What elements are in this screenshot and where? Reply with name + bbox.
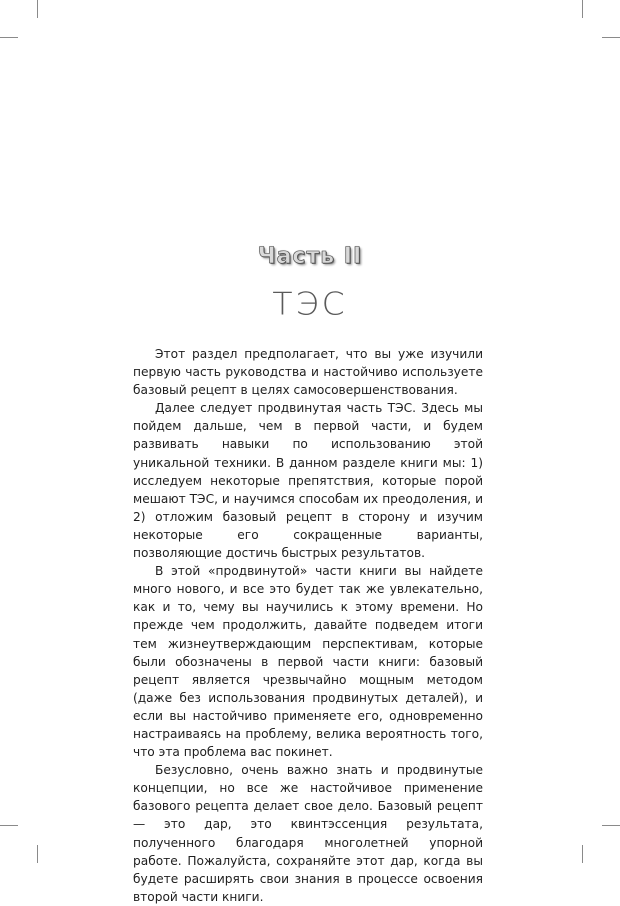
crop-mark-bottom-right [582, 845, 583, 863]
crop-mark-right-bottom [602, 825, 620, 826]
part-label: Часть II [257, 244, 363, 269]
crop-mark-top-left [37, 0, 38, 18]
crop-mark-left-top [0, 37, 18, 38]
crop-mark-left-bottom [0, 825, 18, 826]
crop-mark-top-right [582, 0, 583, 18]
body-text [133, 345, 483, 906]
chapter-title: ТЭС [272, 284, 348, 323]
paragraph: В этой «продвинутой» части книги вы найдете много нового, и все это будет так же увлекательно, как и то, чему вы научились к этому времени. Но прежде чем продолжить, давайте подведем итоги тем жизнеутверждающим перспективам, которые были обозначены в первой части книги: базовый рецепт является чрезвычайно мощным методом (даже без использования продвинутых деталей), и если вы настойчиво применяете его, одновременно настраиваясь на проблему, велика вероятность того, что эта проблема вас покинет. [133, 564, 483, 760]
crop-mark-right-top [602, 37, 620, 38]
crop-mark-bottom-left [37, 845, 38, 863]
paragraph: Этот раздел предполагает, что вы уже изучили первую часть руководства и настойчиво используете базовый рецепт в целях самосовершенствования. [133, 347, 483, 398]
paragraph: Безусловно, очень важно знать и продвинутые концепции, но все же настойчивое применение базового рецепта делает свое дело. Базовый рецепт — это дар, это квинтэссенция результата, полученного благодаря многолетней упорной работе. Пожалуйста, сохраняйте этот дар, когда вы будете расширять свои знания в процессе освоения второй части книги. [133, 763, 483, 904]
paragraph: Далее следует продвинутая часть ТЭС. Здесь мы пойдем дальше, чем в первой части, и будем развивать навыки по использованию этой уникальной техники. В данном разделе книги мы: 1) исследуем некоторые препятствия, которые порой мешают ТЭС, и научимся способам их преодоления, и 2) отложим базовый рецепт в сторону и изучим некоторые его сокращенные варианты, позволяющие достичь быстрых результатов. [133, 401, 483, 561]
